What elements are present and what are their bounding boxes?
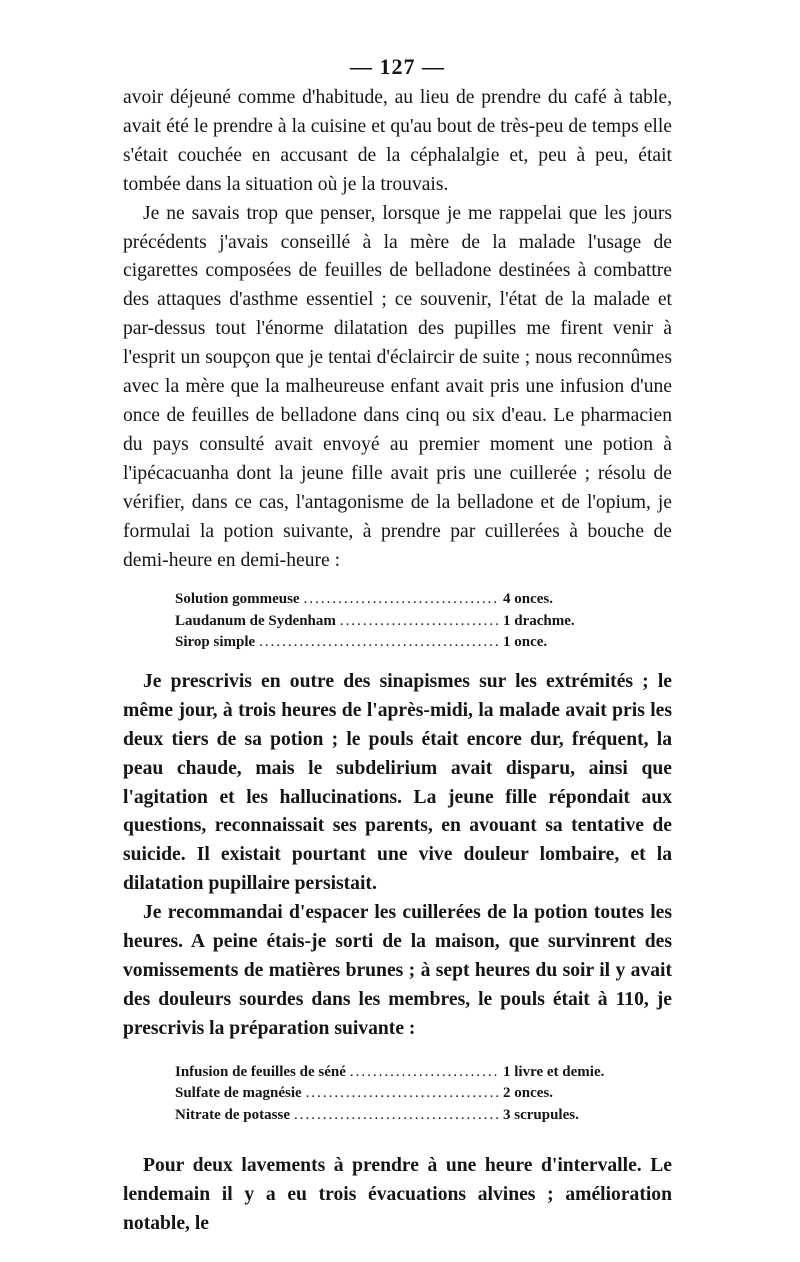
ingredient-name: Infusion de feuilles de séné	[175, 1063, 346, 1080]
page-number: — 127 —	[350, 54, 445, 79]
paragraph-vomissements: Je recommandai d'espacer les cuillerées de la potion toutes les heures. A peine étais-je sorti de la maison, que survinrent des vomissements de matières brunes ; à sept heures du soir il y avait des douleurs sourdes dans les membres, le pouls était à 110, je prescrivis la préparation suivante :	[123, 902, 672, 1039]
prescription-line	[175, 1105, 615, 1127]
prescription-line	[175, 611, 615, 633]
paragraph-continuation: avoir déjeuné comme d'habitude, au lieu de prendre du café à table, avait été le prendre à la cuisine et qu'au bout de très-peu de temps elle s'était couchée en accusant de la céphalalgie et, peu à peu, était tombée dans la situation où je la trouvais.	[123, 87, 672, 195]
ingredient-quantity: 2 onces.	[503, 1085, 553, 1102]
prescription-line	[175, 632, 615, 654]
paragraph-sinapismes: Je prescrivis en outre des sinapismes sur les extrémités ; le même jour, à trois heures de l'après-midi, la malade avait pris les deux tiers de sa potion ; le pouls était encore dur, fréquent, la peau chaude, mais le subdelirium avait disparu, ainsi que l'agitation et les hallucinations. La jeune fille répondait aux questions, reconnaissait ses parents, en avouant sa tentative de suicide. Il existait pourtant une vive douleur lombaire, et la dilatation pupillaire persistait.	[123, 670, 672, 895]
ingredient-quantity: 1 once.	[503, 634, 548, 651]
prescription-potion	[175, 589, 615, 654]
ingredient-quantity: 1 livre et demie.	[503, 1063, 605, 1080]
leader-dots	[306, 1083, 499, 1105]
leader-dots	[294, 1105, 499, 1127]
ingredient-name: Laudanum de Sydenham	[175, 612, 336, 629]
ingredient-name: Sirop simple	[175, 634, 256, 651]
prescription-line	[175, 1083, 615, 1105]
paragraph-lavements: Pour deux lavements à prendre à une heure d'intervalle. Le lendemain il y a eu trois évacuations alvines ; amélioration notable, le	[123, 1155, 672, 1234]
leader-dots	[340, 611, 499, 633]
ingredient-quantity: 3 scrupules.	[503, 1106, 579, 1123]
ingredient-name: Nitrate de potasse	[175, 1106, 290, 1123]
ingredient-quantity: 4 onces.	[503, 591, 553, 608]
leader-dots	[259, 632, 499, 654]
ingredient-name: Solution gommeuse	[175, 591, 300, 608]
prescription-line	[175, 1062, 615, 1084]
prescription-line	[175, 589, 615, 611]
ingredient-name: Sulfate de magnésie	[175, 1085, 302, 1102]
leader-dots	[304, 589, 499, 611]
ingredient-quantity: 1 drachme.	[503, 612, 575, 629]
prescription-lavement	[175, 1062, 615, 1127]
paragraph-belladone: Je ne savais trop que penser, lorsque je me rappelai que les jours précédents j'avais conseillé à la mère de la malade l'usage de cigarettes composées de feuilles de belladone destinées à combattre des attaques d'asthme essentiel ; ce souvenir, l'état de la malade et par-dessus tout l'énorme dilatation des pupilles me firent venir à l'esprit un soupçon que je tentai d'éclaircir de suite ; nous reconnûmes avec la mère que la malheureuse enfant avait pris une infusion d'une once de feuilles de belladone dans cinq ou six d'eau. Le pharmacien du pays consulté avait envoyé au premier moment une potion à l'ipécacuanha dont la jeune fille avait pris une cuillerée ; résolu de vérifier, dans ce cas, l'antagonisme de la belladone et de l'opium, je formulai la potion suivante, à prendre par cuillerées à bouche de demi-heure en demi-heure :	[123, 202, 672, 571]
leader-dots	[350, 1062, 499, 1084]
